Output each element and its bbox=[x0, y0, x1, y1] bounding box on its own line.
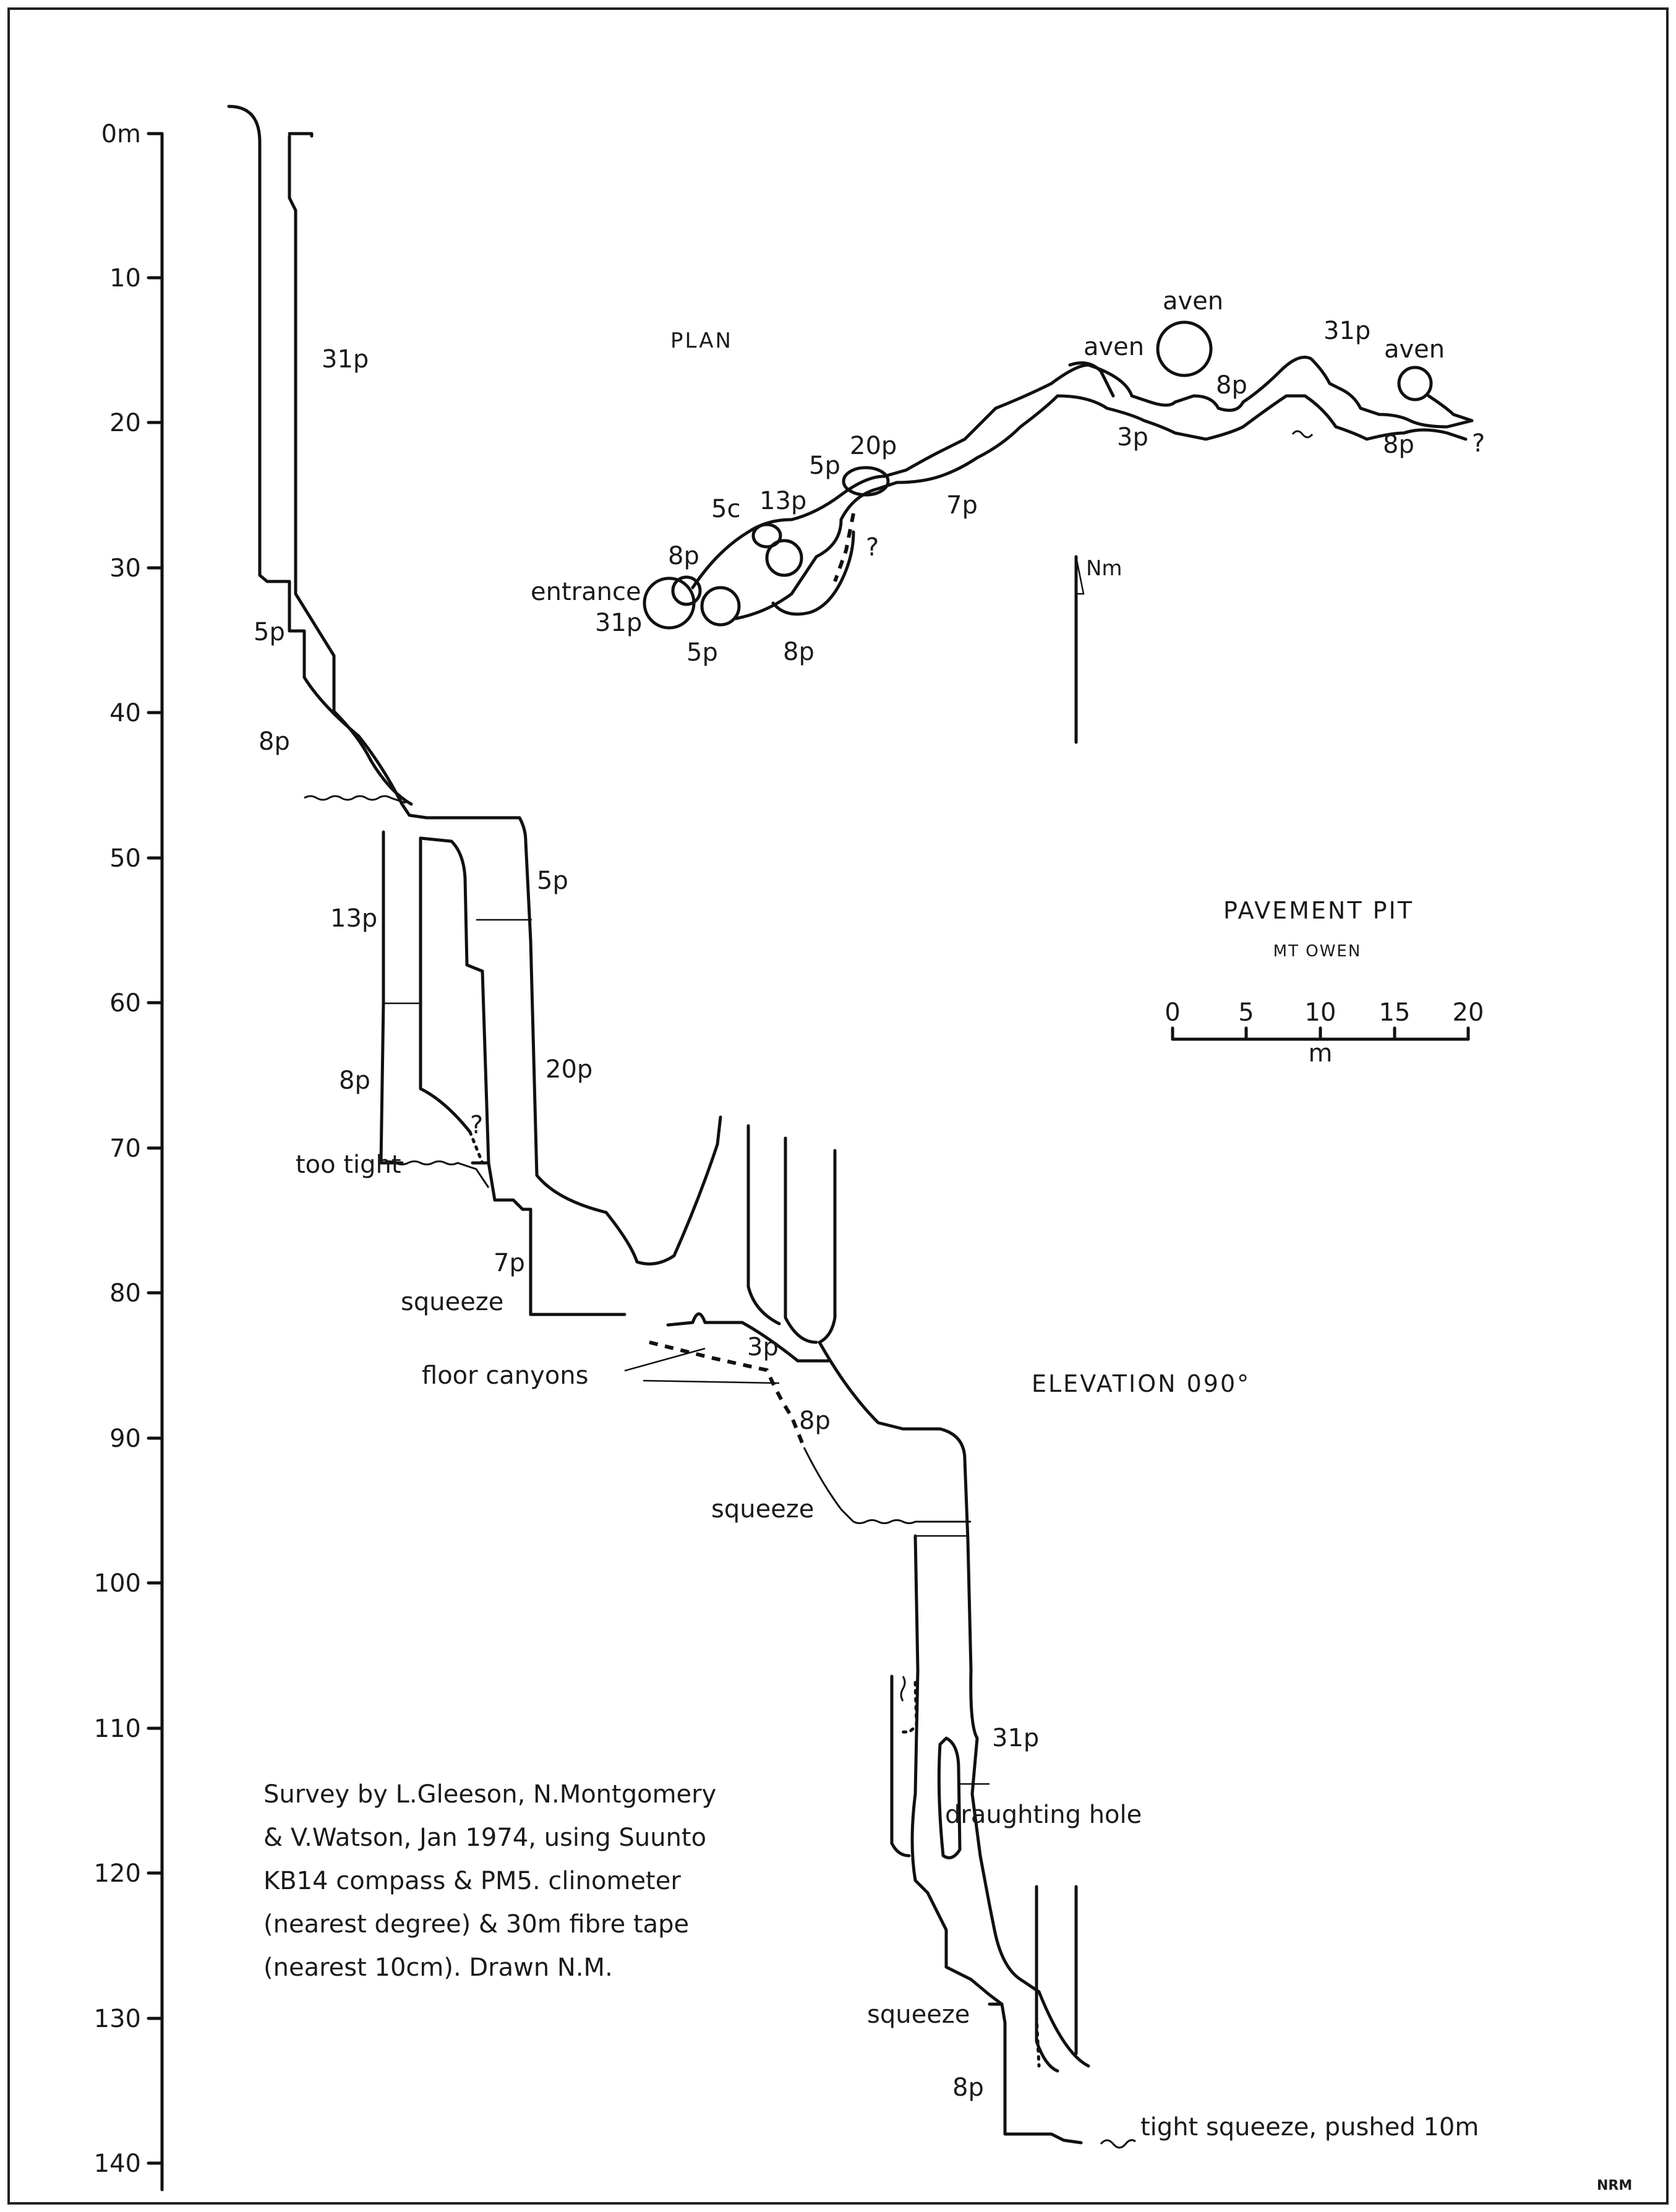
draughting-inner-left bbox=[892, 1676, 909, 1856]
drafter-initials: NRM bbox=[1597, 2178, 1633, 2193]
shaft-upper-b bbox=[785, 1138, 816, 1342]
aven-3-shaft bbox=[1399, 367, 1431, 400]
depth-tick-100: 100 bbox=[93, 1569, 141, 1598]
plan-label-8p-right: 8p bbox=[1383, 431, 1414, 459]
elev-label-8p-b: 8p bbox=[339, 1066, 370, 1095]
north-arrow-label: Nm bbox=[1086, 556, 1122, 581]
plan-view bbox=[531, 287, 1485, 742]
elev-label-floor-canyons: floor canyons bbox=[422, 1361, 589, 1390]
elev-label-tight-squeeze: tight squeeze, pushed 10m bbox=[1140, 2113, 1479, 2141]
elevation-wall-left bbox=[229, 106, 519, 818]
plan-label-q-end: ? bbox=[1472, 429, 1486, 458]
shaft-top-stub bbox=[289, 134, 312, 136]
plan-heading: PLAN bbox=[670, 328, 733, 353]
pitch-13p-left bbox=[381, 832, 402, 1163]
elev-label-31p-b: 31p bbox=[992, 1724, 1040, 1752]
plan-label-13p: 13p bbox=[759, 487, 807, 515]
elev-label-5p-b: 5p bbox=[537, 867, 568, 895]
pitch-5p-shaft bbox=[702, 588, 739, 625]
draughting-inner-right bbox=[939, 1738, 960, 1858]
squeeze-2-floor bbox=[804, 1447, 971, 1524]
plan-label-5c: 5c bbox=[711, 495, 741, 523]
plan-label-aven-3: aven bbox=[1384, 335, 1445, 364]
draughting-dots bbox=[902, 1683, 917, 1732]
plan-label-3p: 3p bbox=[1117, 423, 1148, 452]
shaft-upper-c bbox=[819, 1151, 835, 1342]
credits-line-1: Survey by L.Gleeson, N.Montgomery bbox=[263, 1780, 717, 1809]
elev-label-8p-d: 8p bbox=[952, 2073, 984, 2102]
elev-label-squeeze-2: squeeze bbox=[711, 1495, 814, 1524]
floor-canyon-bump bbox=[668, 1314, 742, 1325]
depth-tick-80: 80 bbox=[109, 1279, 141, 1308]
floor-canyons-pointer-b bbox=[643, 1381, 779, 1383]
elev-label-squeeze-1: squeeze bbox=[401, 1288, 504, 1316]
scale-bar bbox=[1165, 998, 1484, 1068]
elev-label-20p: 20p bbox=[545, 1055, 593, 1084]
scale-tick-15: 15 bbox=[1379, 998, 1411, 1027]
elev-label-draughting-hole: draughting hole bbox=[945, 1801, 1142, 1829]
depth-tick-20: 20 bbox=[109, 409, 141, 437]
floor-canyons-pointer-a bbox=[625, 1348, 705, 1371]
credits-line-5: (nearest 10cm). Drawn N.M. bbox=[263, 1953, 613, 1982]
passage-lower bbox=[736, 396, 1466, 619]
pitch-5c bbox=[753, 525, 780, 547]
plan-label-8p-bottom: 8p bbox=[783, 638, 814, 666]
aven-1-shaft bbox=[1158, 322, 1211, 375]
depth-axis bbox=[94, 120, 162, 2190]
plan-label-7p: 7p bbox=[946, 491, 978, 520]
depth-tick-60: 60 bbox=[109, 989, 141, 1018]
depth-tick-90: 90 bbox=[109, 1425, 141, 1453]
credits-line-3: KB14 compass & PM5. clinometer bbox=[263, 1867, 681, 1895]
plan-8p-bottom bbox=[773, 532, 853, 614]
plan-label-5p-bottom: 5p bbox=[686, 638, 718, 667]
pitch-31p-left bbox=[912, 1536, 1002, 2004]
depth-tick-130: 130 bbox=[93, 2005, 141, 2033]
plan-label-q-mid: ? bbox=[866, 533, 879, 562]
plan-label-8p-mid: 8p bbox=[1216, 371, 1247, 400]
draughting-squiggle bbox=[901, 1676, 905, 1701]
scale-unit: m bbox=[1308, 1039, 1333, 1068]
credits-line-4: (nearest degree) & 30m fibre tape bbox=[263, 1910, 690, 1939]
plan-label-31p: 31p bbox=[1323, 317, 1371, 345]
tight-squeeze-squiggle bbox=[1101, 2140, 1135, 2148]
survey-title: PAVEMENT PIT bbox=[1223, 897, 1414, 924]
plan-label-8p-left: 8p bbox=[668, 542, 699, 570]
depth-tick-10: 10 bbox=[109, 264, 141, 293]
elev-label-too-tight: too tight bbox=[296, 1151, 401, 1179]
depth-tick-30: 30 bbox=[109, 554, 141, 583]
plan-label-entrance: entrance bbox=[531, 578, 641, 606]
elev-label-31p: 31p bbox=[322, 345, 369, 374]
depth-tick-40: 40 bbox=[109, 699, 141, 727]
plan-label-5p-top: 5p bbox=[809, 452, 840, 480]
elev-label-5p-a: 5p bbox=[254, 618, 285, 646]
plan-squiggle bbox=[1293, 431, 1312, 437]
elev-label-13p: 13p bbox=[330, 904, 378, 933]
title-block bbox=[1223, 897, 1414, 961]
elev-label-8p-c: 8p bbox=[799, 1407, 831, 1435]
scale-tick-20: 20 bbox=[1452, 998, 1484, 1027]
north-arrow bbox=[1076, 556, 1122, 742]
plan-label-aven-2: aven bbox=[1163, 287, 1224, 315]
plan-label-aven-1: aven bbox=[1084, 333, 1145, 361]
depth-tick-120: 120 bbox=[93, 1859, 141, 1888]
survey-location: MT OWEN bbox=[1273, 942, 1362, 961]
scale-tick-5: 5 bbox=[1238, 998, 1254, 1027]
survey-credits bbox=[263, 1780, 716, 1982]
plan-end-tail bbox=[1429, 396, 1472, 421]
lower-dots bbox=[1037, 2017, 1039, 2066]
depth-tick-110: 110 bbox=[93, 1715, 141, 1743]
elev-label-squeeze-3: squeeze bbox=[867, 2000, 970, 2029]
credits-line-2: & V.Watson, Jan 1974, using Suunto bbox=[263, 1824, 707, 1852]
plan-label-20p: 20p bbox=[850, 432, 897, 460]
depth-tick-0: 0m bbox=[101, 120, 141, 148]
elev-label-8p-a: 8p bbox=[259, 727, 290, 756]
inner-shaft-2 bbox=[421, 838, 470, 1132]
floor-wavy-1 bbox=[304, 796, 406, 803]
shaft-lower-a bbox=[1037, 1887, 1058, 2071]
depth-tick-140: 140 bbox=[93, 2150, 141, 2178]
elevation-heading: ELEVATION 090° bbox=[1032, 1370, 1251, 1397]
shaft-upper-a bbox=[748, 1126, 779, 1324]
elev-label-q1: ? bbox=[470, 1111, 484, 1139]
depth-tick-50: 50 bbox=[109, 844, 141, 873]
scale-tick-0: 0 bbox=[1165, 998, 1181, 1027]
scale-tick-10: 10 bbox=[1304, 998, 1336, 1027]
plan-label-entrance-31p: 31p bbox=[595, 609, 643, 637]
elev-label-7p: 7p bbox=[494, 1249, 525, 1277]
elev-label-3p: 3p bbox=[747, 1333, 779, 1361]
depth-tick-70: 70 bbox=[109, 1134, 141, 1163]
elevation-wall-right bbox=[289, 136, 411, 804]
